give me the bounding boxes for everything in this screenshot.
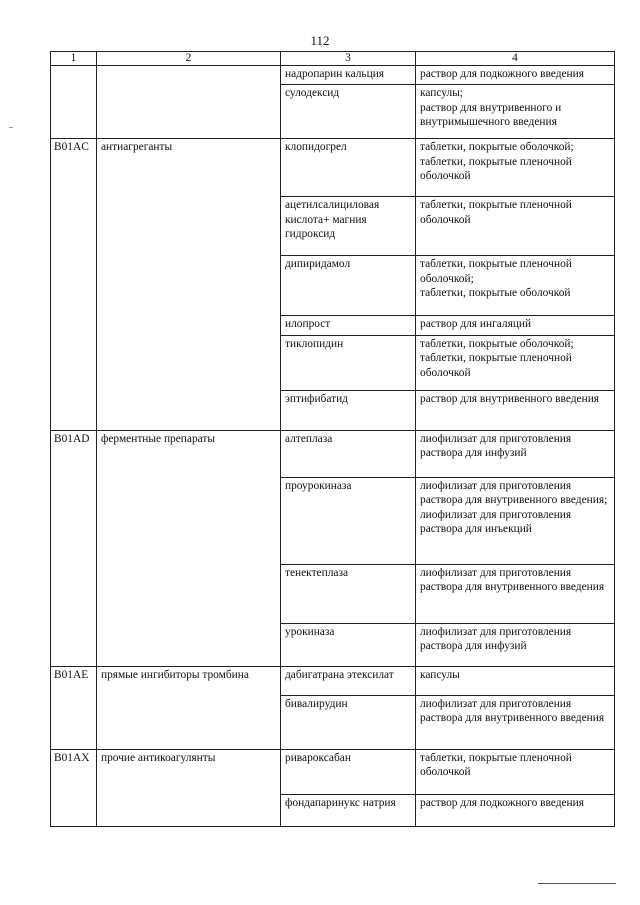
drug-name-cell: бивалирудин — [281, 695, 416, 749]
dosage-form-cell: капсулы — [416, 666, 615, 695]
dosage-form-cell: таблетки, покрытые пленочной оболочкой — [416, 749, 615, 794]
drug-name-cell: эптифибатид — [281, 390, 416, 430]
dosage-form-cell: таблетки, покрытые пленочной оболочкой; таблетки, покрытые оболочкой — [416, 256, 615, 316]
table-row — [51, 430, 615, 477]
page-number: 112 — [310, 33, 330, 48]
table-header-row — [51, 52, 615, 66]
drug-name-cell: урокиназа — [281, 623, 416, 666]
margin-mark — [9, 127, 13, 128]
drug-name-cell: проурокиназа — [281, 477, 416, 564]
table-row — [51, 666, 615, 695]
drug-name-cell: фондапаринукс натрия — [281, 794, 416, 826]
dosage-form-cell: раствор для ингаляций — [416, 316, 615, 335]
table-row — [51, 139, 615, 197]
group-name-cell: прямые ингибиторы тромбина — [97, 666, 281, 749]
atc-code-cell: B01AD — [51, 430, 97, 666]
table-row — [51, 749, 615, 794]
drug-name-cell: алтеплаза — [281, 430, 416, 477]
drug-name-cell: дипиридамол — [281, 256, 416, 316]
dosage-form-cell: лиофилизат для приготовления раствора для внутривенного введения; лиофилизат для приготовления раствора для инъекций — [416, 477, 615, 564]
dosage-form-cell: раствор для внутривенного введения — [416, 390, 615, 430]
dosage-form-cell: раствор для подкожного введения — [416, 66, 615, 85]
header-col-1: 1 — [51, 52, 97, 66]
group-name-cell: антиагреганты — [97, 139, 281, 430]
dosage-form-cell: капсулы; раствор для внутривенного и внутримышечного введения — [416, 85, 615, 139]
dosage-form-cell: раствор для подкожного введения — [416, 794, 615, 826]
header-col-2: 2 — [97, 52, 281, 66]
header-col-4: 4 — [416, 52, 615, 66]
dosage-form-cell: таблетки, покрытые оболочкой; таблетки, покрытые пленочной оболочкой — [416, 335, 615, 390]
dosage-form-cell: лиофилизат для приготовления раствора для инфузий — [416, 430, 615, 477]
header-col-3: 3 — [281, 52, 416, 66]
drug-name-cell: клопидогрел — [281, 139, 416, 197]
drug-table — [50, 51, 615, 827]
dosage-form-cell: лиофилизат для приготовления раствора для внутривенного введения — [416, 564, 615, 623]
drug-name-cell: надропарин кальция — [281, 66, 416, 85]
atc-code-cell: B01AC — [51, 139, 97, 430]
atc-code-cell: B01AX — [51, 749, 97, 826]
dosage-form-cell: лиофилизат для приготовления раствора для инфузий — [416, 623, 615, 666]
drug-name-cell: ривароксабан — [281, 749, 416, 794]
table-row — [51, 66, 615, 85]
drug-name-cell: дабигатрана этексилат — [281, 666, 416, 695]
dosage-form-cell: таблетки, покрытые пленочной оболочкой — [416, 197, 615, 256]
drug-name-cell: илопрост — [281, 316, 416, 335]
group-name-cell — [97, 66, 281, 139]
dosage-form-cell: лиофилизат для приготовления раствора для внутривенного введения — [416, 695, 615, 749]
group-name-cell: ферментные препараты — [97, 430, 281, 666]
footer-rule — [538, 883, 616, 884]
group-name-cell: прочие антикоагулянты — [97, 749, 281, 826]
drug-name-cell: ацетилсалициловая кислота+ магния гидроксид — [281, 197, 416, 256]
drug-name-cell: тиклопидин — [281, 335, 416, 390]
atc-code-cell: B01AE — [51, 666, 97, 749]
drug-name-cell: тенектеплаза — [281, 564, 416, 623]
drug-name-cell: сулодексид — [281, 85, 416, 139]
atc-code-cell — [51, 66, 97, 139]
dosage-form-cell: таблетки, покрытые оболочкой; таблетки, покрытые пленочной оболочкой — [416, 139, 615, 197]
